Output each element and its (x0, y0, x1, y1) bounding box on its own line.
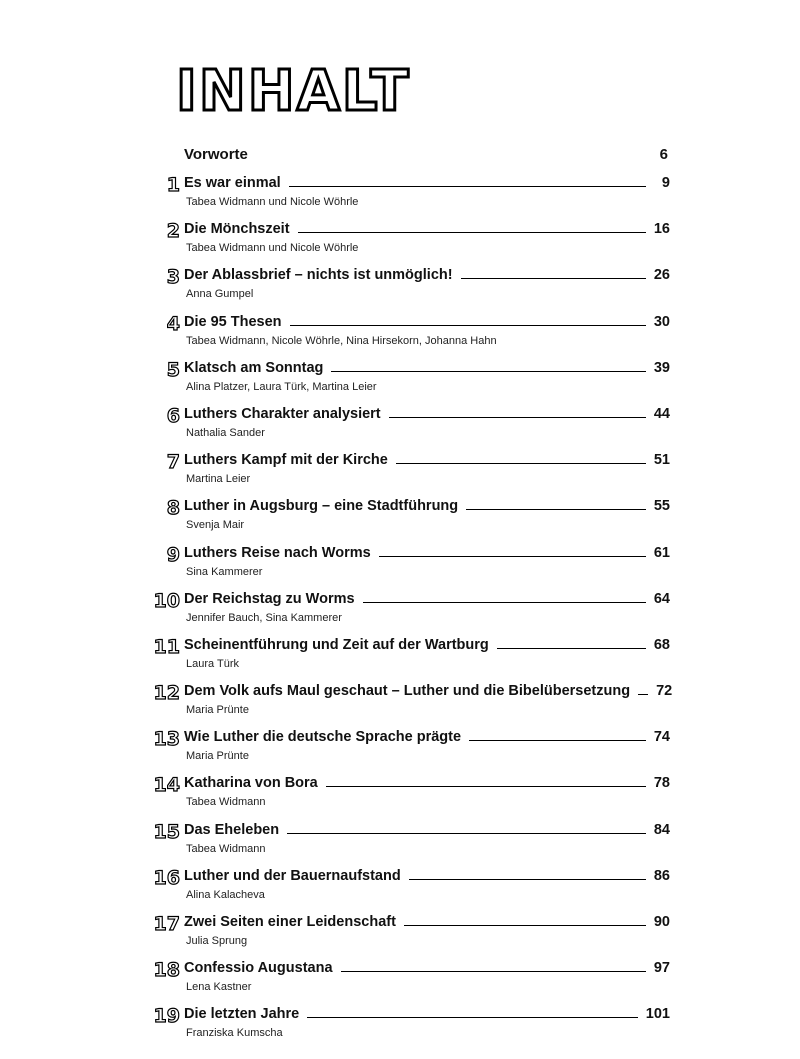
chapter-page: 39 (653, 359, 670, 376)
chapter-authors: Martina Leier (186, 473, 251, 486)
toc-entry (0, 865, 800, 911)
chapter-number: 11 (153, 635, 180, 658)
chapter-line (184, 1006, 670, 1022)
chapter-authors: Maria Prünte (186, 704, 249, 717)
chapter-page: 30 (653, 313, 670, 330)
chapter-page: 16 (653, 221, 670, 238)
toc-entry (0, 403, 800, 449)
chapter-title: Luther und der Bauernaufstand (184, 867, 401, 884)
chapter-number: 3 (166, 266, 180, 289)
chapter-authors: Sina Kammerer (186, 565, 263, 578)
page-title: INHALT (176, 59, 411, 124)
leader-line (363, 602, 646, 603)
chapter-authors: Jennifer Bauch, Sina Kammerer (186, 611, 342, 624)
chapter-authors: Tabea Widmann (186, 796, 266, 809)
chapter-line (184, 498, 670, 514)
chapter-line (184, 960, 670, 976)
chapter-number: 19 (153, 1005, 180, 1028)
chapter-page: 72 (656, 683, 673, 700)
leader-line (379, 556, 646, 557)
chapter-line (184, 868, 670, 884)
chapter-page: 74 (653, 729, 670, 746)
toc-entry (0, 218, 800, 264)
chapter-page: 55 (653, 498, 670, 515)
chapter-line (184, 360, 670, 376)
chapter-number: 18 (153, 959, 180, 982)
toc-entry (0, 495, 800, 541)
chapter-title: Der Ablassbrief – nichts ist unmöglich! (184, 267, 453, 284)
chapter-authors: Julia Sprung (186, 935, 248, 947)
leader-line (466, 509, 646, 510)
foreword-title: Vorworte (184, 146, 248, 163)
leader-line (638, 694, 648, 695)
chapter-number: 1 (166, 174, 180, 196)
chapter-page: 26 (653, 267, 670, 284)
leader-line (331, 371, 645, 372)
chapter-number: 10 (153, 589, 180, 612)
chapter-number: 7 (166, 451, 180, 474)
leader-line (341, 971, 646, 972)
toc-entry (0, 911, 800, 957)
chapter-authors: Lena Kastner (186, 981, 252, 994)
toc-entry (0, 357, 800, 403)
chapter-number: 6 (166, 404, 180, 427)
chapter-title: Katharina von Bora (184, 775, 318, 792)
chapter-number: 13 (153, 728, 180, 751)
toc-list (0, 172, 800, 1050)
chapter-authors: Anna Gumpel (186, 288, 254, 301)
toc-entry (0, 957, 800, 1003)
chapter-page: 44 (653, 405, 670, 422)
chapter-page: 64 (653, 590, 670, 607)
chapter-title: Confessio Augustana (184, 960, 333, 977)
chapter-title: Luthers Kampf mit der Kirche (184, 452, 388, 469)
toc-entry (0, 172, 800, 218)
chapter-title: Luthers Reise nach Worms (184, 544, 371, 561)
chapter-line (184, 406, 670, 422)
chapter-line (184, 729, 670, 745)
chapter-page: 84 (653, 821, 670, 838)
chapter-line (184, 545, 670, 561)
chapter-number: 16 (153, 866, 180, 889)
chapter-title: Luthers Charakter analysiert (184, 405, 381, 422)
chapter-page: 9 (661, 175, 670, 191)
chapter-page: 78 (653, 775, 670, 792)
chapter-title: Es war einmal (184, 175, 281, 191)
toc-entry (0, 588, 800, 634)
chapter-line (184, 683, 673, 700)
toc-entry (0, 449, 800, 495)
chapter-number: 5 (166, 358, 180, 381)
chapter-line (184, 822, 670, 838)
leader-line (461, 278, 646, 279)
toc-entry (0, 819, 800, 865)
chapter-authors: Nathalia Sander (186, 426, 265, 439)
chapter-line (184, 221, 670, 237)
leader-line (287, 833, 646, 834)
chapter-line (184, 267, 670, 283)
chapter-line (184, 452, 670, 468)
chapter-number: 9 (166, 543, 180, 566)
foreword-entry (184, 146, 668, 170)
chapter-page: 97 (653, 960, 670, 977)
toc-entry (0, 726, 800, 772)
chapter-authors: Laura Türk (186, 657, 239, 670)
chapter-title: Luther in Augsburg – eine Stadtführung (184, 498, 459, 515)
toc-entry (0, 680, 800, 726)
leader-line (389, 417, 646, 418)
chapter-title: Klatsch am Sonntag (184, 359, 324, 376)
chapter-line (184, 637, 670, 653)
toc-entry (0, 634, 800, 680)
chapter-page: 61 (653, 544, 670, 561)
chapter-title: Die 95 Thesen (184, 313, 282, 330)
leader-line (298, 232, 646, 233)
toc-entry (0, 1003, 800, 1049)
leader-line (396, 463, 646, 464)
chapter-page: 68 (653, 636, 670, 653)
chapter-authors: Maria Prünte (186, 750, 249, 763)
chapter-authors: Alina Platzer, Laura Türk, Martina Leier (186, 380, 377, 393)
chapter-number: 12 (153, 682, 180, 705)
chapter-authors: Tabea Widmann und Nicole Wöhrle (186, 196, 359, 208)
chapter-number: 14 (153, 774, 180, 797)
chapter-page: 51 (653, 452, 670, 469)
leader-line (326, 786, 646, 787)
chapter-number: 4 (166, 312, 180, 335)
toc-entry (0, 311, 800, 357)
chapter-authors: Tabea Widmann und Nicole Wöhrle (186, 242, 359, 255)
toc-entry (0, 772, 800, 818)
leader-line (404, 925, 646, 926)
chapter-page: 101 (645, 1006, 670, 1023)
chapter-title: Die letzten Jahre (184, 1006, 300, 1023)
chapter-authors: Tabea Widmann, Nicole Wöhrle, Nina Hirsekorn, Johanna Hahn (186, 334, 497, 347)
chapter-line (184, 175, 670, 191)
leader-line (469, 740, 646, 741)
chapter-title: Das Eheleben (184, 821, 280, 838)
chapter-authors: Svenja Mair (186, 519, 245, 532)
chapter-line (184, 775, 670, 791)
chapter-number: 2 (166, 220, 180, 243)
chapter-number: 8 (166, 497, 180, 520)
leader-line (289, 186, 646, 187)
chapter-title: Zwei Seiten einer Leidenschaft (184, 914, 396, 930)
chapter-title: Die Mönchszeit (184, 221, 290, 238)
leader-line (290, 325, 646, 326)
chapter-title: Scheinentführung und Zeit auf der Wartburg (184, 636, 489, 653)
chapter-line (184, 314, 670, 330)
chapter-authors: Tabea Widmann (186, 842, 266, 855)
toc-entry (0, 264, 800, 310)
toc-entry (0, 542, 800, 588)
chapter-title: Wie Luther die deutsche Sprache prägte (184, 729, 462, 746)
chapter-line (184, 591, 670, 607)
chapter-line (184, 914, 670, 930)
chapter-number: 15 (153, 820, 180, 843)
chapter-authors: Franziska Kumscha (186, 1027, 283, 1040)
leader-line (307, 1017, 638, 1018)
leader-line (409, 879, 646, 880)
chapter-authors: Alina Kalacheva (186, 888, 265, 901)
foreword-page: 6 (659, 146, 668, 163)
chapter-number: 17 (153, 913, 180, 935)
chapter-page: 86 (653, 867, 670, 884)
chapter-title: Dem Volk aufs Maul geschaut – Luther und die Bibelübersetzung (184, 683, 631, 700)
chapter-page: 90 (653, 914, 670, 930)
leader-line (497, 648, 646, 649)
chapter-title: Der Reichstag zu Worms (184, 590, 355, 607)
